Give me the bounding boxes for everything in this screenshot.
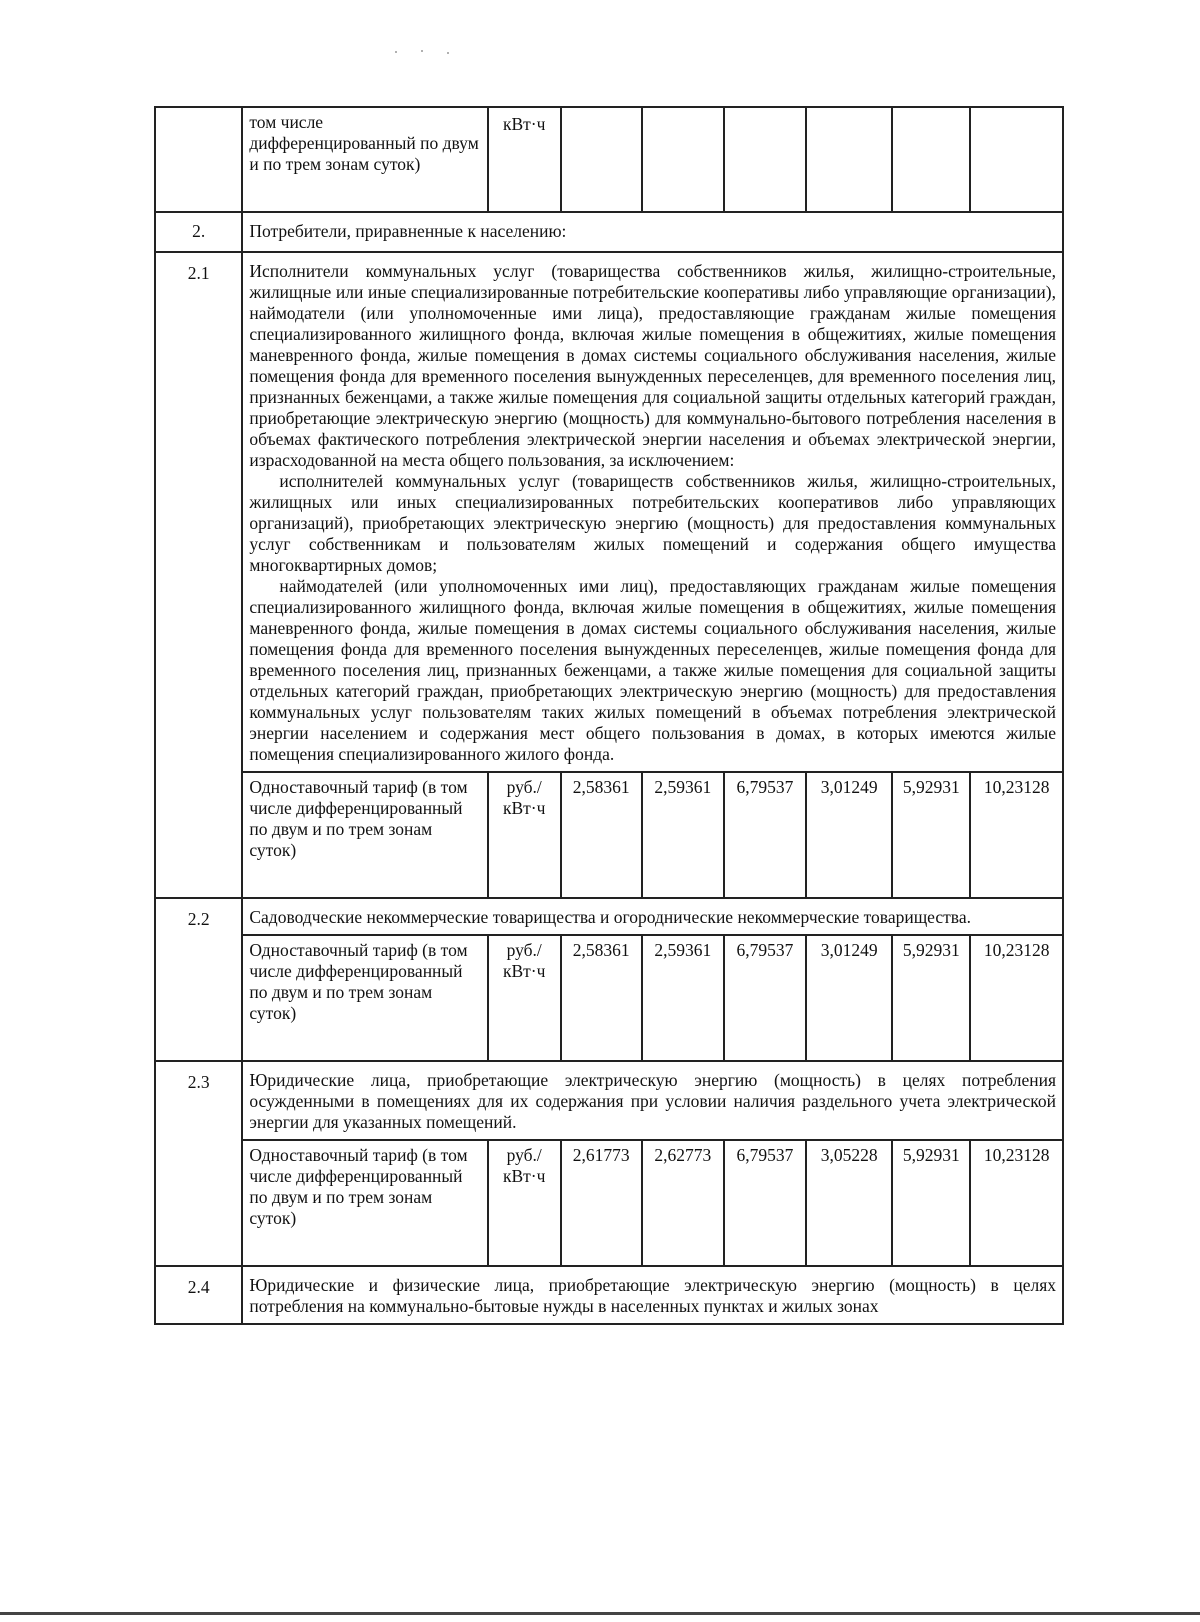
scan-specks	[395, 50, 455, 54]
value-cell: 5,92931	[892, 935, 970, 1061]
row-number-cell	[155, 107, 242, 212]
value-cell	[642, 107, 724, 212]
unit-cell: руб./ кВт·ч	[488, 935, 561, 1061]
tariff-label-cell: том числе дифференцированный по двум и по трем зонам суток)	[242, 107, 487, 212]
value-cell: 10,23128	[970, 935, 1063, 1061]
value-cell	[892, 107, 970, 212]
scan-speck	[421, 50, 423, 52]
item-description: Садоводческие некоммерческие товарищества и огороднические некоммерческие товарищества.	[242, 898, 1063, 935]
table-row-2-1-tariff	[155, 772, 1063, 898]
unit-cell: руб./ кВт·ч	[488, 772, 561, 898]
value-cell: 5,92931	[892, 772, 970, 898]
section-title: Потребители, приравненные к населению:	[242, 212, 1063, 252]
tariff-label-cell: Одноставочный тариф (в том числе дифференцированный по двум и по трем зонам суток)	[242, 935, 487, 1061]
value-cell: 6,79537	[724, 772, 806, 898]
tariff-table	[154, 106, 1064, 1325]
item-description	[242, 252, 1063, 772]
tariff-label-cell: Одноставочный тариф (в том числе дифференцированный по двум и по трем зонам суток)	[242, 1140, 487, 1266]
item-description: Юридические и физические лица, приобретающие электрическую энергию (мощность) в целях потребления на коммунально-бытовые нужды в населенных пунктах и жилых зонах	[242, 1266, 1063, 1324]
value-cell: 10,23128	[970, 1140, 1063, 1266]
value-cell	[806, 107, 892, 212]
row-number: 2.3	[155, 1061, 242, 1266]
value-cell: 2,58361	[561, 772, 642, 898]
unit-cell: кВт·ч	[488, 107, 561, 212]
table-row-continuation	[155, 107, 1063, 212]
row-number: 2.	[155, 212, 242, 252]
value-cell: 2,62773	[642, 1140, 724, 1266]
unit-cell: руб./ кВт·ч	[488, 1140, 561, 1266]
description-main: Исполнители коммунальных услуг (товарищества собственников жилья, жилищно-строительные, жилищные или иные специализированные потребительские кооперативы либо управляющие организации), наймодатели (или уполномоченные ими лица), предоставляющие гражданам жилые помещения специализированного жилищного фонда, включая жилые помещения в общежитиях, жилые помещения маневренного фонда, жилые помещения в домах системы социального обслуживания населения, жилые помещения фонда для временного поселения вынужденных переселенцев, для временного поселения лиц, признанных беженцами, а также жилые помещения для социальной защиты отдельных категорий граждан, приобретающие электрическую энергию (мощность) для коммунально-бытового потребления населения в объемах фактического потребления электрической энергии населения и объемах электрической энергии, израсходованной на места общего пользования, за исключением:	[249, 261, 1056, 470]
scan-speck	[395, 51, 397, 53]
row-number: 2.1	[155, 252, 242, 898]
item-description: Юридические лица, приобретающие электрическую энергию (мощность) в целях потребления осужденными в помещениях для их содержания при условии наличия раздельного учета электрической энергии для указанных помещений.	[242, 1061, 1063, 1140]
value-cell: 2,59361	[642, 772, 724, 898]
value-cell: 5,92931	[892, 1140, 970, 1266]
value-cell: 6,79537	[724, 935, 806, 1061]
description-exception-2: наймодателей (или уполномоченных ими лиц), предоставляющих гражданам жилые помещения специализированного жилищного фонда, включая жилые помещения в общежитиях, жилые помещения маневренного фонда, жилые помещения в домах системы социального обслуживания населения, жилые помещения фонда для временного поселения вынужденных переселенцев, жилые помещения фонда для временного поселения лиц, признанных беженцами, а также жилые помещения для социальной защиты отдельных категорий граждан, приобретающих электрическую энергию (мощность) для предоставления коммунальных услуг пользователям таких жилых помещений в объемах потребления электрической энергии населением и содержания мест общего пользования в домах, в которых имеются жилые помещения специализированного жилого фонда.	[249, 576, 1056, 764]
row-number: 2.2	[155, 898, 242, 1061]
scan-speck	[447, 52, 449, 54]
value-cell: 2,61773	[561, 1140, 642, 1266]
value-cell: 3,01249	[806, 772, 892, 898]
value-cell: 3,01249	[806, 935, 892, 1061]
value-cell	[561, 107, 642, 212]
value-cell: 3,05228	[806, 1140, 892, 1266]
value-cell: 2,58361	[561, 935, 642, 1061]
value-cell: 6,79537	[724, 1140, 806, 1266]
description-exception-1: исполнителей коммунальных услуг (товариществ собственников жилья, жилищно-строительных, жилищных или иных специализированных потребительских кооперативов либо управляющих организаций), приобретающих электрическую энергию (мощность) для предоставления коммунальных услуг собственникам и пользователям жилых помещений и содержания общего имущества многоквартирных домов;	[249, 471, 1056, 575]
table-row-2-4-description	[155, 1266, 1063, 1324]
tariff-label-cell: Одноставочный тариф (в том числе дифференцированный по двум и по трем зонам суток)	[242, 772, 487, 898]
table-row-2-1-description	[155, 252, 1063, 772]
table-row-2-3-tariff	[155, 1140, 1063, 1266]
table-row-2-3-description	[155, 1061, 1063, 1140]
scan-edge-line	[0, 1612, 1200, 1615]
table-row-2-2-tariff	[155, 935, 1063, 1061]
value-cell	[970, 107, 1063, 212]
table-row-section-2	[155, 212, 1063, 252]
row-number: 2.4	[155, 1266, 242, 1324]
value-cell: 10,23128	[970, 772, 1063, 898]
value-cell	[724, 107, 806, 212]
table-row-2-2-description	[155, 898, 1063, 935]
value-cell: 2,59361	[642, 935, 724, 1061]
